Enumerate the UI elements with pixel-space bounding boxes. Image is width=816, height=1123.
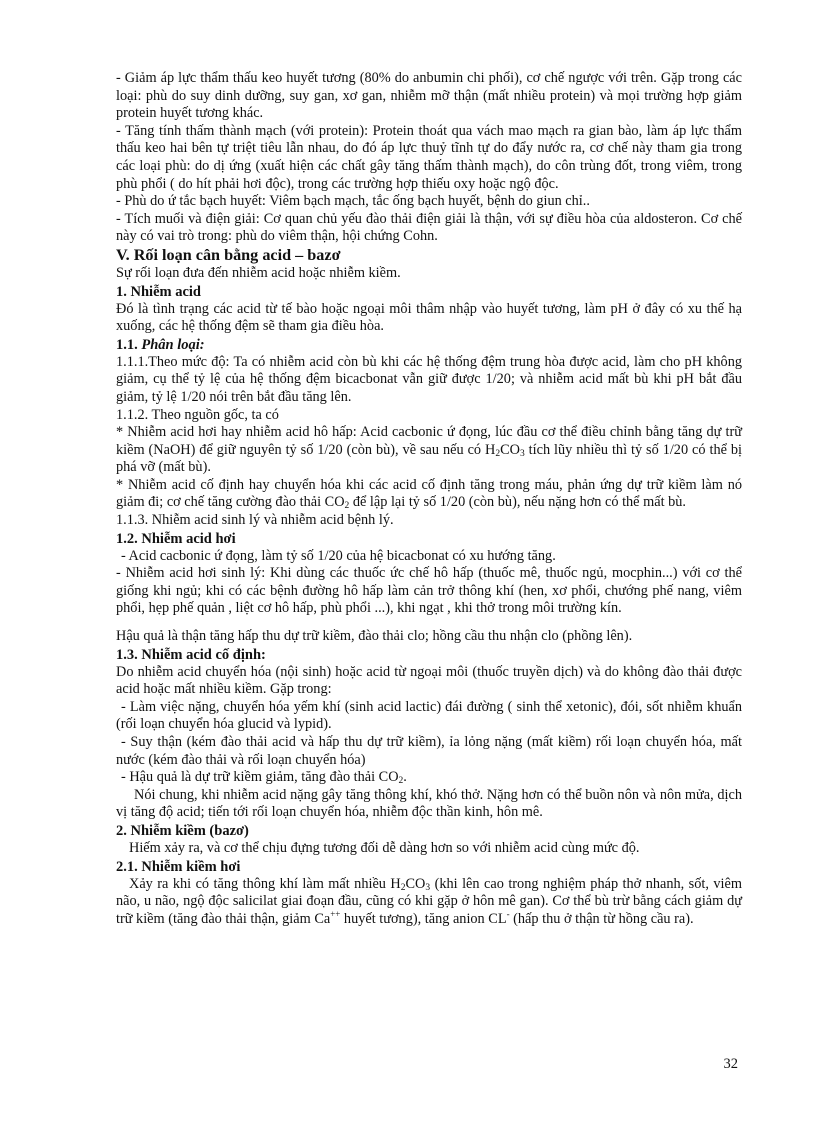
heading-nhiem-acid-hoi: 1.2. Nhiễm acid hơi xyxy=(116,530,236,547)
paragraph-sinh-ly-benh-ly: 1.1.3. Nhiễm acid sinh lý và nhiễm acid bệnh lý. xyxy=(116,512,394,529)
paragraph-lam-viec-nang: - Làm việc nặng, chuyển hóa yếm khí (sinh acid lactic) đái đường ( sinh thể xetonic), đói, sốt nhiễm khuẩn (rối loạn chuyển hóa glucid và lypid). xyxy=(116,698,742,733)
heading-nhiem-kiem: 2. Nhiễm kiềm (bazơ) xyxy=(116,822,249,839)
heading-phan-loai-number: 1.1. xyxy=(116,336,138,353)
paragraph-acid-hoi-sinh-ly: - Nhiễm acid hơi sinh lý: Khi dùng các thuốc ức chế hô hấp (thuốc mê, thuốc ngủ, mocphin...) với cơ thể giống khi ngủ; khi có các bệnh đường hô hấp làm cản trở thông khí (hen, xơ phổi, chướng phế nang, viêm phổi, hẹp phế quản , liệt cơ hô hấp, phù phổi ...), khi ngạt , khi thở trong môi trường kín. xyxy=(116,565,742,617)
paragraph-tich-muoi: - Tích muối và điện giải: Cơ quan chủ yếu đào thải điện giải là thận, với sự điều hòa của aldosteron. Cơ chế này có vai trò trong: phù do viêm thận, hội chứng Cohn. xyxy=(116,210,742,245)
paragraph-nhiem-acid-def: Đó là tình trạng các acid từ tế bào hoặc ngoại môi thâm nhập vào huyết tương, làm pH ở đây có xu thế hạ xuống, các hệ thống đệm sẽ tham gia điều hòa. xyxy=(116,300,742,335)
page-number: 32 xyxy=(723,1056,738,1072)
paragraph-theo-muc-do: 1.1.1.Theo mức độ: Ta có nhiễm acid còn bù khi các hệ thống đệm trung hòa được acid, làm cho pH không giảm, cụ thể tỷ lệ của hệ thống đệm bicacbonat vẫn giữ được 1/20; và nhiễm acid mất bù khi pH bắt đầu giảm, tỷ lệ 1/20 nói trên bắt đầu tăng lên. xyxy=(116,353,742,405)
heading-phan-loai xyxy=(116,336,742,354)
paragraph-hau-qua-acid-hoi: Hậu quả là thận tăng hấp thu dự trữ kiềm, đào thải clo; hồng cầu thu nhận clo (phồng lên). xyxy=(116,628,633,645)
paragraph-bach-huyet: - Phù do ứ tắc bạch huyết: Viêm bạch mạch, tắc ống bạch huyết, bệnh do giun chỉ.. xyxy=(116,193,590,210)
paragraph-kiem-hoi: Xảy ra khi có tăng thông khí làm mất nhiều $H_2CO_3$ (khi lên cao trong nghiệm pháp thở nhanh, sốt, viêm não, u não, ngộ độc salicilat giai đoạn đầu, cũng có khi gặp ở hôn mê gan). Cơ thể bù trừ bằng cách giảm dự trữ kiềm (tăng đào thải thận, giảm Ca++ huyết tương), tăng anion CL- (hấp thu ở thận từ hồng cầu ra). xyxy=(116,875,742,927)
heading-phan-loai-title: Phân loại: xyxy=(141,336,205,353)
heading-nhiem-acid-co-dinh: 1.3. Nhiễm acid cố định: xyxy=(116,646,266,663)
paragraph-hiem-xay-ra: Hiếm xảy ra, và cơ thể chịu đựng tương đối dễ dàng hơn so với nhiễm acid cùng mức độ. xyxy=(129,839,640,856)
heading-nhiem-acid: 1. Nhiễm acid xyxy=(116,283,201,300)
paragraph-suy-than: - Suy thận (kém đào thải acid và hấp thu dự trữ kiềm), ỉa lỏng nặng (mất kiềm) rối loạn chuyển hóa, mất nước (kém đào thải và rối loạn chuyển hóa) xyxy=(116,734,742,768)
paragraph-anbumin: - Giảm áp lực thẩm thấu keo huyết tương (80% do anbumin chi phối), cơ chế ngược với trên. Gặp trong các loại: phù do suy dinh dưỡng, suy gan, xơ gan, nhiễm mỡ thận (mất nhiều protein) và mọi trường hợp giảm protein huyết tương khác. xyxy=(116,70,742,122)
paragraph-theo-nguon-goc: 1.1.2. Theo nguồn gốc, ta có xyxy=(116,406,279,423)
section-v-heading: V. Rối loạn cân bằng acid – bazơ xyxy=(116,245,341,264)
paragraph-acid-cacbonic: - Acid cacbonic ứ đọng, làm tỷ số 1/20 của hệ bicacbonat có xu hướng tăng. xyxy=(121,547,556,564)
paragraph-hau-qua-co-dinh: - Hậu quả là dự trữ kiềm giảm, tăng đào thải $CO_2$. xyxy=(121,769,407,787)
paragraph-noi-chung: Nói chung, khi nhiễm acid nặng gây tăng thông khí, khó thở. Nặng hơn có thể buồn nôn và nôn mửa, dịch vị tăng độ acid; tiến tới rối loạn chuyển hóa, nhiễm độc thần kinh, hôn mê. xyxy=(116,786,742,821)
paragraph-co-dinh-intro: Do nhiễm acid chuyển hóa (nội sinh) hoặc acid từ ngoại môi (thuốc truyền dịch) và do không đào thải được acid hoặc mất nhiều kiềm. Gặp trong: xyxy=(116,663,742,698)
heading-nhiem-kiem-hoi: 2.1. Nhiễm kiềm hơi xyxy=(116,858,241,875)
section-v-intro: Sự rối loạn đưa đến nhiễm acid hoặc nhiễm kiềm. xyxy=(116,264,401,281)
paragraph-acid-co-dinh: * Nhiễm acid cố định hay chuyển hóa khi các acid cố định tăng trong máu, phản ứng dự trữ kiềm làm nó giảm đi; cơ chế tăng cường đào thải $CO_2$ để lập lại tỷ số 1/20 (còn bù), nếu nặng hơn có thể mất bù. xyxy=(116,476,742,512)
paragraph-acid-ho-hap: * Nhiễm acid hơi hay nhiễm acid hô hấp: Acid cacbonic ứ đọng, lúc đầu cơ thể điều chỉnh bằng tăng dự trữ kiềm (NaOH) để giữ nguyên tỷ số 1/20 (còn bù), về sau nếu có $H_2CO_3$ tích lũy nhiều thì tỷ số 1/20 có thể bị phá vỡ (mất bù). xyxy=(116,424,743,476)
paragraph-tham-thanh-mach: - Tăng tính thấm thành mạch (với protein): Protein thoát qua vách mao mạch ra gian bào, làm áp lực thẩm thấu keo hai bên tự triệt tiêu lẫn nhau, do đó áp lực thuỷ tĩnh tự do đẩy nước ra, cơ chế này tham gia trong các loại phù: do dị ứng (xuất hiện các chất gây tăng thấm thành mạch), do côn trùng đốt, trong viêm, trong phù phổi ( do hít phải hơi độc), trong các trường hợp thiếu oxy hoặc ngộ độc. xyxy=(116,122,742,192)
page-body xyxy=(116,70,742,928)
